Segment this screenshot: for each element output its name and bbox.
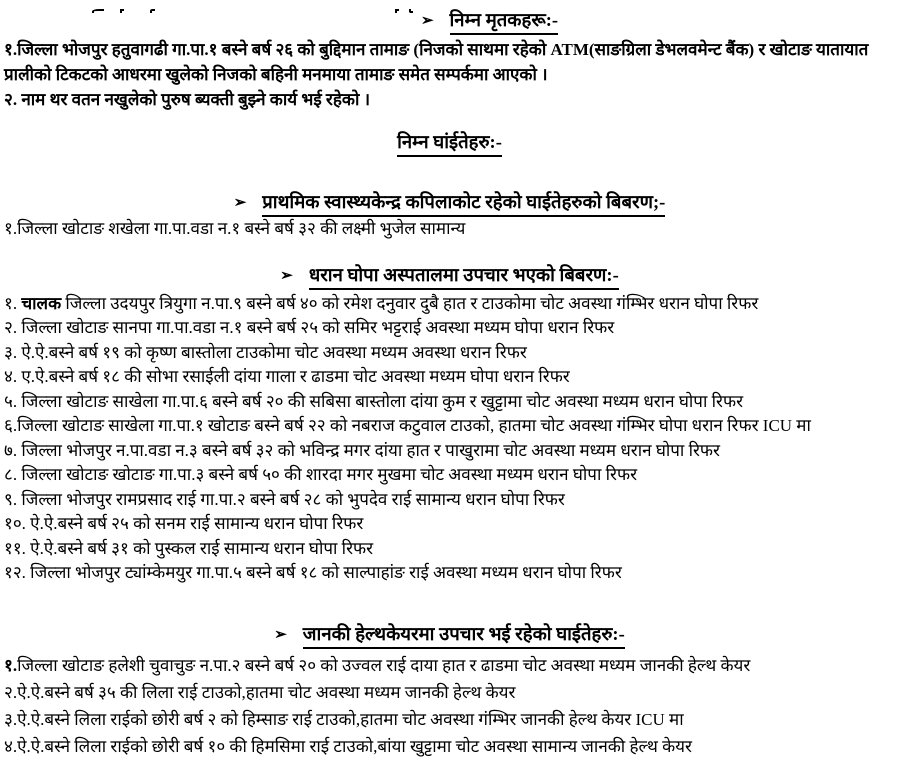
cutoff-line-fragment bbox=[92, 9, 413, 15]
deceased-item: २. नाम थर वतन नखुलेको पुरुष ब्यक्ती बुझ्ने कार्य भई रहेको । bbox=[4, 90, 371, 109]
dharan-item: ९. जिल्ला भोजपुर रामप्रसाद राई गा.पा.२ बस्ने बर्ष २८ को भुपदेव राई सामान्य धरान घोपा रिफर bbox=[4, 489, 565, 509]
kapilakot-item: १.जिल्ला खोटाङ शखेला गा.पा.वडा न.१ बस्ने बर्ष ३२ की लक्ष्मी भुजेल सामान्य bbox=[4, 219, 466, 238]
kapilakot-section bbox=[4, 191, 895, 242]
dharan-item: ८. जिल्ला खोटाङ खोटाङ गा.पा.३ बस्ने बर्ष ५० की शारदा मगर मुखमा चोट अवस्था मध्यम धरान घोपा रिफर bbox=[4, 465, 638, 484]
janaki-section bbox=[4, 623, 895, 760]
dharan-item: ५. जिल्ला खोटाङ साखेला गा.पा.६ बस्ने बर्ष २० की सबिसा बास्तोला दांया कुम र खुट्टामा चोट अवस्था मध्यम धरान घोपा रिफर bbox=[4, 391, 744, 411]
item-text: जिल्ला खोटाङ हलेशी चुवाचुङ न.पा.२ बस्ने बर्ष २० को उज्वल राई दाया हात र ढाडमा चोट अवस्था मध्यम जानकी हेल्थ केयर bbox=[17, 655, 751, 675]
janaki-item: २.ऐ.ऐ.बस्ने बर्ष ३५ की लिला राई टाउको,हातमा चोट अवस्था मध्यम जानकी हेल्थ केयर bbox=[4, 682, 516, 702]
dharan-item: ६.जिल्ला खोटाङ साखेला गा.पा.१ खोटाङ बस्ने बर्ष २२ को नबराज कटुवाल टाउको, हातमा चोट अवस्था गंम्भिर घोपा धरान रिफर ICU मा bbox=[4, 416, 811, 435]
dharan-item: १२. जिल्ला भोजपुर ट्यांम्केमयुर गा.पा.५ बस्ने बर्ष १८ को साल्पाहांङ राई अवस्था मध्यम धरान घोपा रिफर bbox=[4, 563, 622, 582]
janaki-item: ३.ऐ.ऐ.बस्ने लिला राईको छोरी बर्ष २ को हिम्साङ राई टाउको,हातमा चोट अवस्था गंम्भिर जानकी हेल्थ केयर ICU मा bbox=[4, 709, 684, 729]
janaki-item bbox=[4, 652, 895, 679]
driver-label: चालक bbox=[21, 293, 62, 313]
heading-text: निम्न घांईतेहरु:- bbox=[397, 133, 502, 157]
arrow-bullet-icon: ➢ bbox=[274, 626, 287, 643]
dharan-item: १०. ऐ.ऐ.बस्ने बर्ष २५ को सनम राई सामान्य धरान घोपा रिफर bbox=[4, 514, 364, 533]
kapilakot-heading bbox=[4, 191, 895, 216]
dharan-item: २. जिल्ला खोटाङ सानपा गा.पा.वडा न.१ बस्ने बर्ष २५ को समिर भट्टराई अवस्था मध्यम घोपा धरान रिफर bbox=[4, 318, 615, 337]
heading-text: प्राथमिक स्वास्थ्यकेन्द्र कपिलाकोट रहेको घाईतेहरुको बिबरण;- bbox=[262, 193, 665, 217]
deceased-item: १.जिल्ला भोजपुर हतुवागढी गा.पा.१ बस्ने बर्ष २६ को बुद्दिमान तामाङ (निजको साथमा रहेको ATM(साङग्रिला डेभलवमेन्ट बैंक) र खोटाङ यातायात प्रालीको टिकटको आधरमा खुलेको निजको बहिनी मनमाया तामाङ समेत सम्पर्कमा आएको । bbox=[4, 40, 869, 84]
heading-text: धरान घोपा अस्पतालमा उपचार भएको बिबरण:- bbox=[309, 266, 619, 290]
dharan-item bbox=[4, 292, 895, 317]
document-page bbox=[0, 9, 900, 779]
heading-text: जानकी हेल्थकेयरमा उपचार भई रहेको घाईतेहरु:- bbox=[303, 625, 625, 649]
heading-text: निम्न मृतकहरू:- bbox=[450, 11, 559, 35]
janaki-heading bbox=[4, 623, 895, 648]
dharan-item: ११. ऐ.ऐ.बस्ने बर्ष ३१ को पुस्कल राई सामान्य धरान घोपा रिफर bbox=[4, 538, 374, 558]
dharan-item: ७. जिल्ला भोजपुर न.पा.वडा न.३ बस्ने बर्ष ३२ को भविन्द्र मगर दांया हात र पाखुरामा चोट अवस्था मध्यम धरान घोपा रिफर bbox=[4, 440, 720, 460]
injured-main-heading bbox=[4, 131, 895, 155]
item-number: १. bbox=[4, 655, 18, 675]
arrow-bullet-icon: ➢ bbox=[420, 13, 434, 29]
dharan-section bbox=[4, 264, 895, 586]
dharan-item: ३. ऐ.ऐ.बस्ने बर्ष १९ को कृष्ण बास्तोला टाउकोमा चोट अवस्था मध्यम अवस्था धरान रिफर bbox=[4, 342, 527, 362]
item-number: १. bbox=[4, 293, 22, 313]
janaki-item: ४.ऐ.ऐ.बस्ने लिला राईको छोरी बर्ष १० की हिमसिमा राई टाउको,बांया खुट्टामा चोट अवस्था सामान्य जानकी हेल्थ केयर bbox=[4, 736, 692, 756]
item-text: जिल्ला उदयपुर त्रियुगा न.पा.९ बस्ने बर्ष ४० को रमेश दनुवार दुबै हात र टाउकोमा चोट अवस्था गंम्भिर धरान घोपा रिफर bbox=[61, 293, 759, 313]
dharan-heading bbox=[4, 264, 895, 289]
arrow-bullet-icon: ➢ bbox=[233, 195, 247, 211]
dharan-item: ४. ए.ऐ.बस्ने बर्ष १८ की सोभा रसाईली दांया गाला र ढाडमा चोट अवस्था मध्यम घोपा धरान रिफर bbox=[4, 367, 570, 386]
arrow-bullet-icon: ➢ bbox=[280, 267, 293, 284]
deceased-section bbox=[4, 9, 895, 112]
